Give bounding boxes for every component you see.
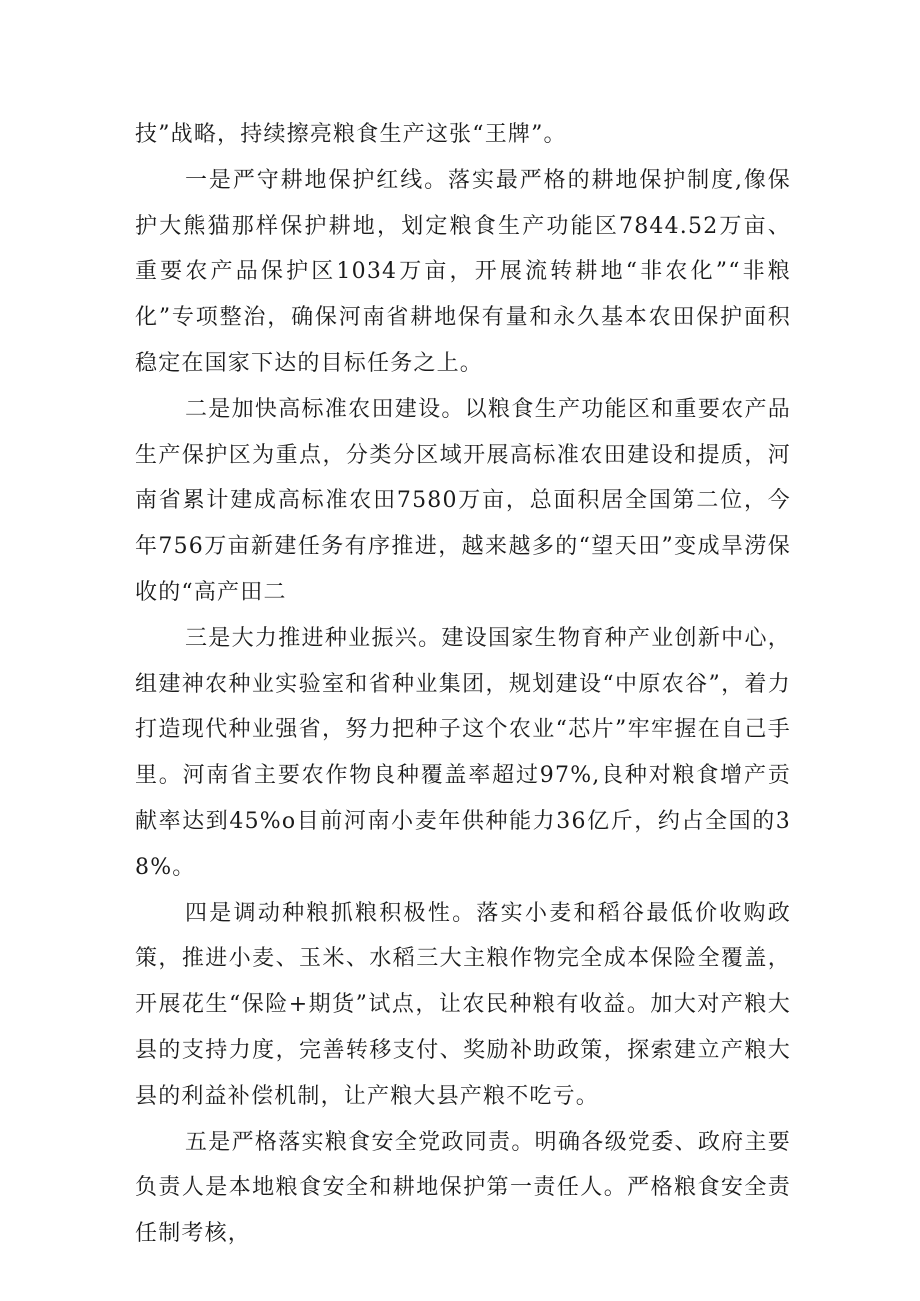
paragraph-farmland-protection: 一是严守耕地保护红线。落实最严格的耕地保护制度,像保护大熊猫那样保护耕地，划定粮食生产功能区7844.52万亩、重要农产品保护区1034万亩，开展流转耕地“非农化”“非粮化”专项整治，确保河南省耕地保有量和永久基本农田保护面积稳定在国家下达的目标任务之上。 (135, 167, 791, 376)
paragraph-party-responsibility: 五是严格落实粮食安全党政同责。明确各级党委、政府主要负责人是本地粮食安全和耕地保护第一责任人。严格粮食安全责任制考核， (135, 1129, 791, 1247)
paragraph-grain-incentives: 四是调动种粮抓粮积极性。落实小麦和稻谷最低价收购政策，推进小麦、玉米、水稻三大主粮作物完全成本保险全覆盖，开展花生“保险+期货”试点，让农民种粮有收益。加大对产粮大县的支持力度，完善转移支付、奖励补助政策，探索建立产粮大县的利益补偿机制，让产粮大县产粮不吃亏。 (135, 900, 791, 1109)
paragraph-seed-industry: 三是大力推进种业振兴。建设国家生物育种产业创新中心，组建神农种业实验室和省种业集团，规划建设“中原农谷”，着力打造现代种业强省，努力把种子这个农业“芯片”牢牢握在自己手里。河南省主要农作物良种覆盖率超过97%,良种对粮食增产贡献率达到45%o目前河南小麦年供种能力36亿斤，约占全国的38%。 (135, 625, 791, 880)
paragraph-high-standard-farmland: 二是加快高标准农田建设。以粮食生产功能区和重要农产品生产保护区为重点，分类分区域开展高标准农田建设和提质，河南省累计建成高标准农田7580万亩，总面积居全国第二位，今年756万亩新建任务有序推进，越来越多的“望天田”变成旱涝保收的“高产田二 (135, 396, 791, 605)
paragraph-continuation: 技”战略，持续擦亮粮食生产这张“王牌”。 (135, 122, 567, 147)
document-body (135, 112, 791, 1257)
